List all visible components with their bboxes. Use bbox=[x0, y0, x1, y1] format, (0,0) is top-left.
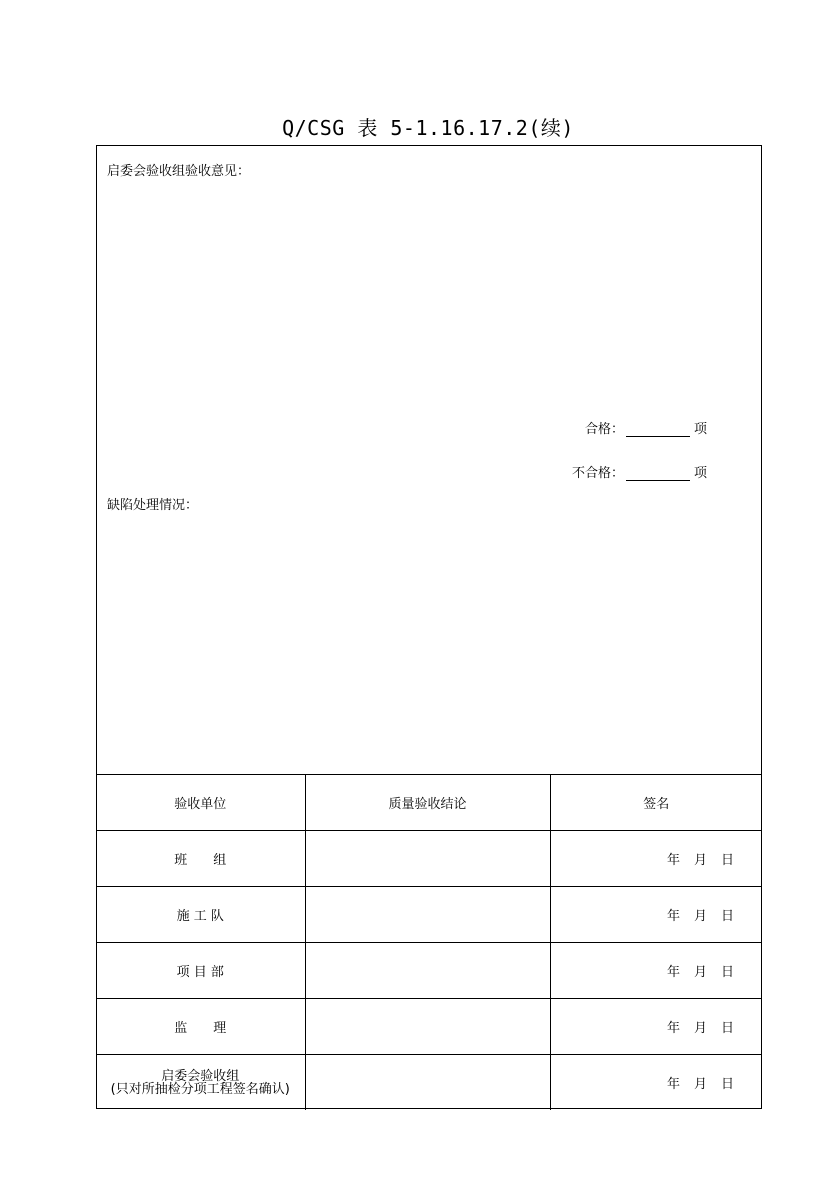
signature-date-cell[interactable] bbox=[550, 1055, 762, 1111]
unit-cell-supervision: 监 理 bbox=[96, 999, 305, 1055]
signature-table bbox=[96, 774, 762, 1110]
signature-date-cell[interactable] bbox=[550, 999, 762, 1055]
signature-date-cell[interactable] bbox=[550, 831, 762, 887]
form-frame bbox=[96, 145, 762, 1109]
table-row bbox=[96, 831, 762, 887]
conclusion-cell[interactable] bbox=[305, 831, 550, 887]
table-row bbox=[96, 1055, 762, 1111]
month-label: 月 bbox=[693, 909, 707, 924]
unit-cell-construction-team: 施 工 队 bbox=[96, 887, 305, 943]
pass-count-blank[interactable] bbox=[626, 421, 690, 437]
fail-label: 不合格： bbox=[571, 466, 624, 481]
table-row bbox=[96, 887, 762, 943]
conclusion-cell[interactable] bbox=[305, 1055, 550, 1111]
pass-count-row bbox=[585, 418, 707, 437]
year-label: 年 bbox=[666, 853, 680, 868]
defect-handling-label: 缺陷处理情况： bbox=[107, 498, 199, 513]
day-label: 日 bbox=[720, 853, 734, 868]
conclusion-cell[interactable] bbox=[305, 887, 550, 943]
table-row bbox=[96, 943, 762, 999]
day-label: 日 bbox=[720, 909, 734, 924]
unit-note-acceptance-group: (只对所抽检分项工程签名确认) bbox=[110, 1081, 290, 1097]
conclusion-cell[interactable] bbox=[305, 943, 550, 999]
fail-unit: 项 bbox=[693, 466, 707, 481]
pass-label: 合格： bbox=[584, 422, 624, 437]
day-label: 日 bbox=[720, 965, 734, 980]
month-label: 月 bbox=[693, 965, 707, 980]
year-label: 年 bbox=[666, 909, 680, 924]
pass-unit: 项 bbox=[693, 422, 707, 437]
header-signature: 签名 bbox=[550, 775, 762, 831]
year-label: 年 bbox=[666, 965, 680, 980]
conclusion-cell[interactable] bbox=[305, 999, 550, 1055]
unit-cell-acceptance-group bbox=[96, 1055, 305, 1111]
fail-count-row bbox=[572, 462, 707, 481]
header-conclusion: 质量验收结论 bbox=[305, 775, 550, 831]
day-label: 日 bbox=[720, 1077, 734, 1092]
month-label: 月 bbox=[693, 853, 707, 868]
year-label: 年 bbox=[666, 1021, 680, 1036]
form-title: Q/CSG 表 5-1.16.17.2(续) bbox=[282, 116, 574, 140]
month-label: 月 bbox=[693, 1077, 707, 1092]
month-label: 月 bbox=[693, 1021, 707, 1036]
acceptance-opinion-label: 启委会验收组验收意见： bbox=[107, 164, 251, 179]
table-row bbox=[96, 999, 762, 1055]
signature-date-cell[interactable] bbox=[550, 887, 762, 943]
year-label: 年 bbox=[666, 1077, 680, 1092]
unit-cell-project-dept: 项 目 部 bbox=[96, 943, 305, 999]
header-unit: 验收单位 bbox=[96, 775, 305, 831]
fail-count-blank[interactable] bbox=[626, 465, 690, 481]
day-label: 日 bbox=[720, 1021, 734, 1036]
table-header-row bbox=[96, 775, 762, 831]
unit-cell-team: 班 组 bbox=[96, 831, 305, 887]
unit-label-acceptance-group: 启委会验收组 bbox=[161, 1068, 240, 1084]
signature-date-cell[interactable] bbox=[550, 943, 762, 999]
